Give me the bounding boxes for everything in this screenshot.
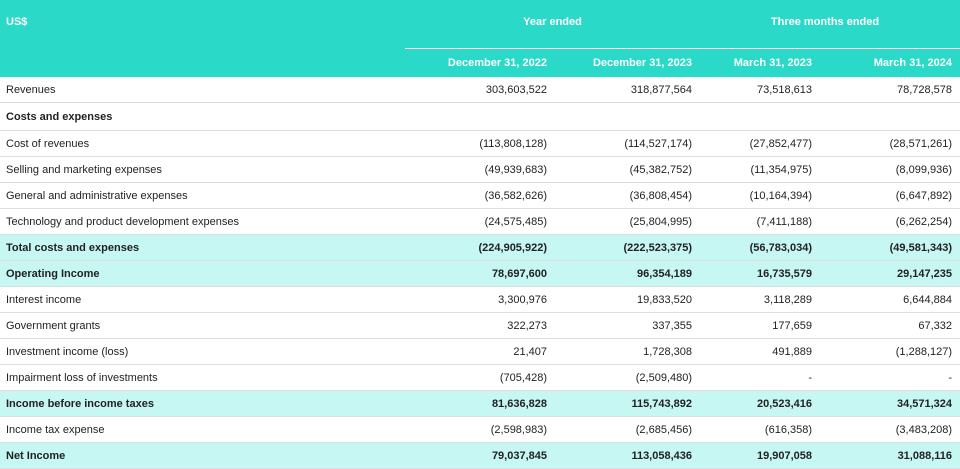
row-operating-income [0,261,960,287]
row-label: Selling and marketing expenses [0,157,405,183]
cell-dec-2022 [405,103,555,131]
cell-mar-2024: 31,088,116 [820,443,960,469]
cell-dec-2022: (49,939,683) [405,157,555,183]
cell-dec-2023: (2,509,480) [555,365,700,391]
three-months-ended-group-header [700,0,960,49]
row-label: Technology and product development expenses [0,209,405,235]
cell-mar-2024 [820,103,960,131]
cell-dec-2022: 81,636,828 [405,391,555,417]
cell-dec-2023: 19,833,520 [555,287,700,313]
column-header-dec-2022: December 31, 2022 [405,49,555,78]
cell-dec-2022: 322,273 [405,313,555,339]
cell-mar-2024: 67,332 [820,313,960,339]
cell-mar-2024: 78,728,578 [820,77,960,103]
cell-mar-2023: (27,852,477) [700,131,820,157]
row-government-grants [0,313,960,339]
cell-mar-2024: 34,571,324 [820,391,960,417]
cell-dec-2023 [555,103,700,131]
cell-dec-2023: 113,058,436 [555,443,700,469]
cell-mar-2023: 20,523,416 [700,391,820,417]
row-label: Income tax expense [0,417,405,443]
row-label: Interest income [0,287,405,313]
column-header-dec-2023: December 31, 2023 [555,49,700,78]
cell-dec-2022: (24,575,485) [405,209,555,235]
row-technology-and-product-development [0,209,960,235]
cell-mar-2024: (49,581,343) [820,235,960,261]
row-label: Total costs and expenses [0,235,405,261]
cell-mar-2024: 29,147,235 [820,261,960,287]
cell-dec-2023: 96,354,189 [555,261,700,287]
row-impairment-loss [0,365,960,391]
cell-mar-2023: 73,518,613 [700,77,820,103]
row-general-and-administrative [0,183,960,209]
cell-dec-2023: (25,804,995) [555,209,700,235]
cell-dec-2023: 115,743,892 [555,391,700,417]
column-header-mar-2023: March 31, 2023 [700,49,820,78]
cell-dec-2022: (705,428) [405,365,555,391]
cell-mar-2024: - [820,365,960,391]
cell-dec-2023: (36,808,454) [555,183,700,209]
cell-dec-2023: 318,877,564 [555,77,700,103]
cell-mar-2024: (6,647,892) [820,183,960,209]
cell-mar-2024: (28,571,261) [820,131,960,157]
row-label: General and administrative expenses [0,183,405,209]
cell-dec-2023: (45,382,752) [555,157,700,183]
cell-dec-2023: 1,728,308 [555,339,700,365]
row-cost-of-revenues [0,131,960,157]
row-costs-and-expenses-heading [0,103,960,131]
cell-mar-2023: 3,118,289 [700,287,820,313]
cell-mar-2023: (11,354,975) [700,157,820,183]
cell-dec-2023: 337,355 [555,313,700,339]
cell-mar-2023: 491,889 [700,339,820,365]
label-column-header [0,49,405,78]
row-label: Impairment loss of investments [0,365,405,391]
row-label: Investment income (loss) [0,339,405,365]
cell-dec-2022: 78,697,600 [405,261,555,287]
cell-mar-2023: (616,358) [700,417,820,443]
cell-dec-2022: (36,582,626) [405,183,555,209]
cell-mar-2023: 177,659 [700,313,820,339]
row-label: Income before income taxes [0,391,405,417]
year-ended-label: Year ended [523,16,582,28]
table-header [0,0,960,77]
row-label: Cost of revenues [0,131,405,157]
cell-dec-2023: (222,523,375) [555,235,700,261]
cell-mar-2023: 16,735,579 [700,261,820,287]
cell-dec-2022: 3,300,976 [405,287,555,313]
cell-dec-2022: (224,905,922) [405,235,555,261]
row-label: Government grants [0,313,405,339]
cell-dec-2023: (2,685,456) [555,417,700,443]
row-interest-income [0,287,960,313]
row-net-income [0,443,960,469]
three-months-ended-label: Three months ended [770,16,880,28]
row-revenues [0,77,960,103]
row-total-costs-and-expenses [0,235,960,261]
cell-dec-2023: (114,527,174) [555,131,700,157]
cell-dec-2022: (113,808,128) [405,131,555,157]
table-body [0,77,960,469]
cell-mar-2023: 19,907,058 [700,443,820,469]
row-income-before-taxes [0,391,960,417]
row-label: Net Income [0,443,405,469]
section-heading: Costs and expenses [0,103,405,131]
cell-mar-2024: (3,483,208) [820,417,960,443]
cell-dec-2022: (2,598,983) [405,417,555,443]
column-header-mar-2024: March 31, 2024 [820,49,960,78]
row-selling-and-marketing [0,157,960,183]
row-investment-income [0,339,960,365]
cell-dec-2022: 21,407 [405,339,555,365]
year-ended-group-header [405,0,700,49]
cell-mar-2023: - [700,365,820,391]
cell-mar-2023: (7,411,188) [700,209,820,235]
cell-mar-2023: (10,164,394) [700,183,820,209]
cell-mar-2023: (56,783,034) [700,235,820,261]
row-income-tax-expense [0,417,960,443]
cell-dec-2022: 79,037,845 [405,443,555,469]
cell-mar-2024: (6,262,254) [820,209,960,235]
row-label: Revenues [0,77,405,103]
currency-label: US$ [0,0,405,49]
cell-mar-2024: 6,644,884 [820,287,960,313]
row-label: Operating Income [0,261,405,287]
cell-mar-2024: (8,099,936) [820,157,960,183]
cell-mar-2023 [700,103,820,131]
cell-mar-2024: (1,288,127) [820,339,960,365]
cell-dec-2022: 303,603,522 [405,77,555,103]
